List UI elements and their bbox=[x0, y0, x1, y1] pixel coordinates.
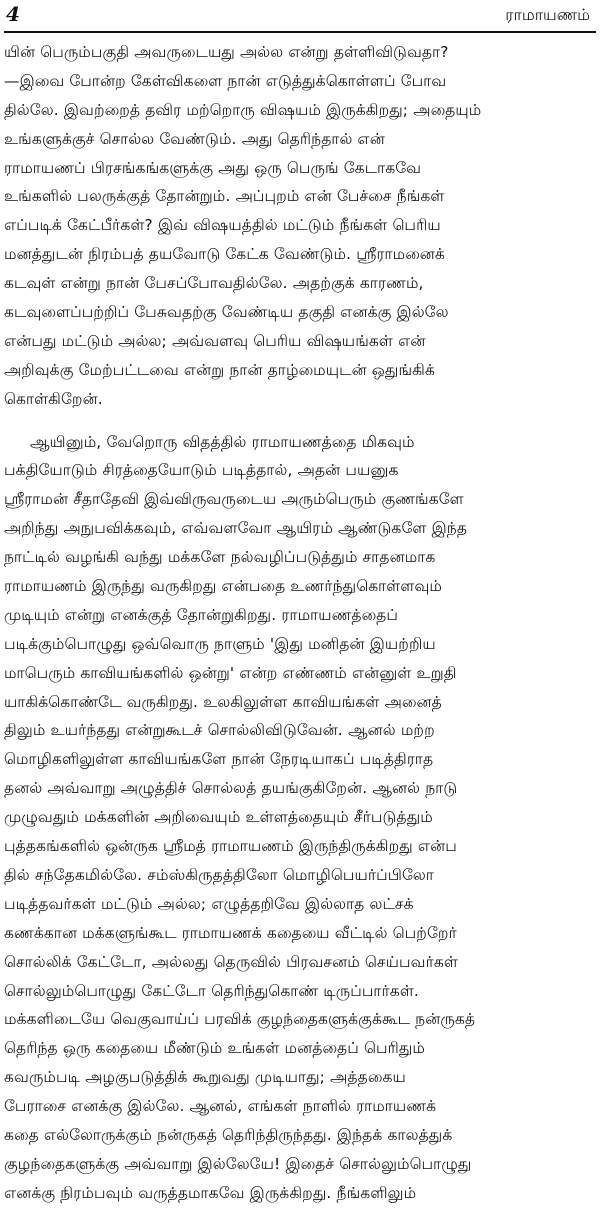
paragraph-2 bbox=[4, 428, 596, 1208]
text-line: யாகிக்கொண்டே வருகிறது. உலகிலுள்ள காவியங்கள் அனைத் bbox=[4, 692, 442, 711]
text-line: ராமாயணப் பிரசங்கங்களுக்கு அது ஒரு பெருங் கேடாகவே bbox=[4, 158, 422, 177]
text-line: யின் பெரும்பகுதி அவருடையது அல்ல என்று தள்ளிவிடுவதா? bbox=[4, 43, 449, 61]
text-line: பேராசை எனக்கு இல்லே. ஆனல், எங்கள் நாளில் ராமாயணக் bbox=[4, 1097, 437, 1116]
text-line: சொல்லும்பொழுது கேட்டோ தெரிந்துகொண் டிருப்பார்கள். bbox=[4, 981, 420, 1000]
text-line: படித்தவர்கள் மட்டும் அல்ல; எழுத்தறிவே இல்லாத லட்சக் bbox=[4, 894, 414, 913]
page-number: 4 bbox=[6, 2, 20, 26]
text-line: கடவுள் என்று நான் பேசப்போவதில்லே. அதற்குக் காரணம், bbox=[4, 274, 424, 293]
text-line: எப்படிக் கேட்பீர்கள்? இவ் விஷயத்தில் மட்டும் நீங்கள் பெரிய bbox=[4, 216, 441, 235]
text-line: தனல் அவ்வாறு அழுத்திச் சொல்லத் தயங்குகிறேன். ஆனல் நாடு bbox=[4, 779, 458, 798]
text-line: முடியும் என்று எனக்குத் தோன்றுகிறது. ராமாயணத்தைப் bbox=[4, 605, 399, 624]
text-line: கடவுளைப்பற்றிப் பேசுவதற்கு வேண்டிய தகுதி எனக்கு இல்லே bbox=[4, 303, 449, 322]
text-line: உங்களுக்குச் சொல்ல வேண்டும். அது தெரிந்தால் என் bbox=[4, 129, 385, 148]
text-line: உங்களில் பலருக்குத் தோன்றும். அப்புறம் என் பேச்சை நீங்கள் bbox=[4, 187, 445, 206]
text-line: கணக்கான மக்களுங்கூட ராமாயணக் கதையை வீட்டில் பெற்றேர் bbox=[4, 923, 457, 942]
body-text bbox=[4, 38, 596, 1208]
text-line: கொள்கிறேன். bbox=[4, 389, 103, 408]
text-line: எனக்கு நிரம்பவும் வருத்தமாகவே இருக்கிறது. நீங்களிலும் bbox=[4, 1183, 417, 1202]
text-line: தில் சந்தேகமில்லே. சம்ஸ்கிருதத்திலோ மொழிபெயர்ப்பிலோ bbox=[4, 865, 434, 884]
paragraph-1 bbox=[4, 38, 596, 414]
text-line: மனத்துடன் நிரம்பத் தயவோடு கேட்க வேண்டும். ஸ்ரீராமனைக் bbox=[4, 245, 445, 264]
text-line: அறிவுக்கு மேற்பட்டவை என்று நான் தாழ்மையுடன் ஒதுங்கிக் bbox=[4, 360, 435, 379]
paragraph-gap bbox=[4, 414, 596, 428]
page-header bbox=[6, 4, 590, 30]
text-line: நாட்டில் வழங்கி வந்து மக்களே நல்வழிப்படுத்தும் சாதனமாக bbox=[4, 548, 436, 567]
text-line: கதை எல்லோருக்கும் நன்ருகத் தெரிந்திருந்தது. இந்தக் காலத்துக் bbox=[4, 1125, 453, 1144]
text-line: மொழிகளிலுள்ள காவியங்களே நான் நேரடியாகப் படித்திராத bbox=[4, 750, 434, 769]
text-line: தெரிந்த ஒரு கதையை மீண்டும் உங்கள் மனத்தைப் பெரிதும் bbox=[4, 1039, 426, 1058]
text-line: ஆயினும், வேறொரு விதத்தில் ராமாயணத்தை மிகவும் bbox=[30, 432, 415, 451]
text-line: பக்தியோடும் சிரத்தையோடும் படித்தால், அதன் பயனுக bbox=[4, 461, 399, 480]
text-line: மக்களிடையே வெகுவாய்ப் பரவிக் குழந்தைகளுக்குக்கூட நன்ருகத் bbox=[4, 1010, 476, 1029]
text-line: திலும் உயர்ந்தது என்றுகூடச் சொல்லிவிடுவேன். ஆனல் மற்ற bbox=[4, 721, 435, 740]
text-line: தில்லே. இவற்றைத் தவிர மற்றொரு விஷயம் இருக்கிறது; அதையும் bbox=[4, 100, 482, 119]
text-line: ஸ்ரீராமன் சீதாதேவி இவ்விருவருடைய அரும்பெரும் குணங்களே bbox=[4, 490, 464, 509]
text-line: புத்தகங்களில் ஒன்ருக ஸ்ரீமத் ராமாயணம் இருந்திருக்கிறது என்ப bbox=[4, 837, 457, 856]
text-line: ராமாயணம் இருந்து வருகிறது என்பதை உணர்ந்துகொள்ளவும் bbox=[4, 577, 442, 596]
text-line: கவரும்படி அழகுபடுத்திக் கூறுவது முடியாது; அத்தகைய bbox=[4, 1068, 406, 1087]
text-line: முழுவதும் மக்களின் அறிவையும் உள்ளத்தையும் சீர்படுத்தும் bbox=[4, 808, 433, 827]
running-head-title: ராமாயணம் bbox=[505, 5, 590, 24]
text-line: சொல்லிக் கேட்டோ, அல்லது தெருவில் பிரவசனம் செய்பவர்கள் bbox=[4, 952, 458, 971]
text-line: அறிந்து அநுபவிக்கவும், எவ்வளவோ ஆயிரம் ஆண்டுகளே இந்த bbox=[4, 519, 468, 538]
text-line: மாபெரும் காவியங்களில் ஒன்று' என்ற எண்ணம் என்னுள் உறுதி bbox=[4, 663, 457, 682]
text-line: குழந்தைகளுக்கு அவ்வாறு இல்லேயே! இதைச் சொல்லும்பொழுது bbox=[4, 1154, 472, 1173]
header-rule bbox=[4, 31, 596, 33]
text-line: —இவை போன்ற கேள்விகளை நான் எடுத்துக்கொள்ளப் போவ bbox=[4, 71, 447, 90]
text-line: படிக்கும்பொழுது ஒவ்வொரு நாளும் 'இது மனிதன் இயற்றிய bbox=[4, 634, 436, 653]
text-line: என்பது மட்டும் அல்ல; அவ்வளவு பெரிய விஷயங்கள் என் bbox=[4, 331, 426, 350]
